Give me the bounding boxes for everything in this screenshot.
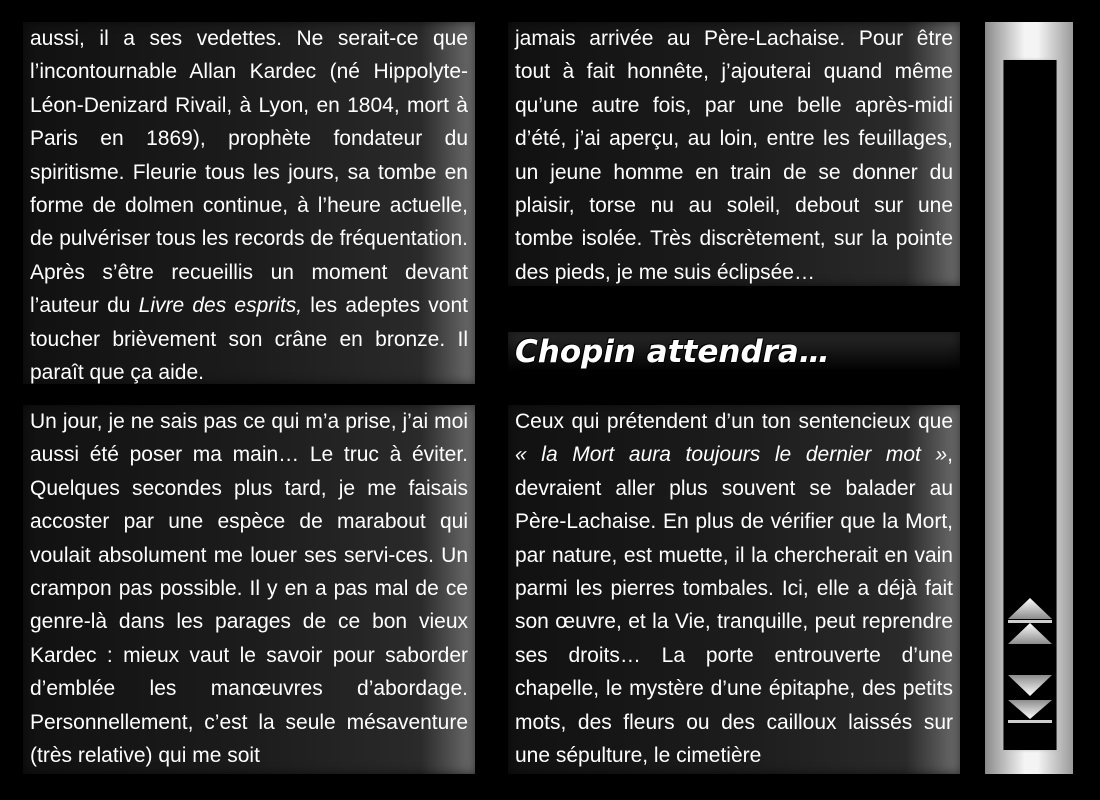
text-column-right [508, 22, 960, 774]
text-block [508, 405, 960, 774]
text-block [508, 22, 960, 286]
text-column-left [23, 22, 475, 774]
paragraph [30, 22, 468, 389]
paragraph-text: aussi, il a ses vedettes. Ne serait-ce que l’incontournable Allan Kardec (né Hippolyte-Léon-Denizard Rivail, à Lyon, en 1804, mort à Paris en 1869), prophète fondateur du spiritisme. Fleurie tous les jours, sa tombe en forme de dolmen continue, à l’heure actuelle, de pulvériser tous les records de fréquentation. Après s’être recueillis un moment devant l’auteur du [30, 27, 468, 318]
book-title: Livre des esprits, [138, 294, 303, 318]
paragraph: Un jour, je ne sais pas ce qui m’a prise, j’ai moi aussi été poser ma main… Le truc à éviter. Quelques secondes plus tard, je me faisais accoster par une espèce de marabout qui voulait absolument me louer ses servi-ces. Un crampon pas possible. Il y en a pas mal de ce genre-là dans les parages de ce bon vieux Kardec : mieux vaut le savoir pour saborder d’emblée les manœuvres d’abordage. Personnellement, c’est la seule mésaventure (très relative) qui me soit [30, 410, 468, 768]
chevron-up-icon[interactable] [1006, 620, 1054, 650]
paragraph [515, 405, 953, 772]
quote: « la Mort aura toujours le dernier mot » [515, 443, 948, 467]
double-chevron-down-icon[interactable] [1006, 695, 1054, 725]
paragraph-text: les adeptes vont toucher brièvement son crâne en bronze. Il paraît que ça aide. [30, 294, 468, 385]
paragraph-text: , devraient aller plus souvent se balader au Père-Lachaise. En plus de vérifier que la Mort, par nature, est muette, il la chercherait en vain parmi les pierres tombales. Ici, elle a déjà fait son œuvre, et la Vie, tranquille, peut reprendre ses droits… La porte entrouverte d’une chapelle, le mystère d’une épitaphe, des petits mots, des fleurs ou des cailloux laissés sur une sépulture, le cimetière [515, 443, 953, 768]
section-heading-block [508, 332, 960, 382]
section-heading: Chopin attendra… [515, 334, 830, 370]
paragraph-text: Ceux qui prétendent d’un ton sentencieux que [515, 410, 953, 433]
scrollbar-panel [985, 22, 1073, 774]
paragraph: jamais arrivée au Père-Lachaise. Pour être tout à fait honnête, j’ajouterai quand même qu’une autre fois, par une belle après-midi d’été, j’ai aperçu, au loin, entre les feuillages, un jeune homme en train de se donner du plaisir, torse nu au soleil, debout sur une tombe isolée. Très discrètement, sur la pointe des pieds, je me suis éclipsée… [515, 27, 953, 284]
scrollbar-track[interactable] [1003, 60, 1057, 750]
text-block [23, 22, 475, 384]
text-block [23, 405, 475, 774]
